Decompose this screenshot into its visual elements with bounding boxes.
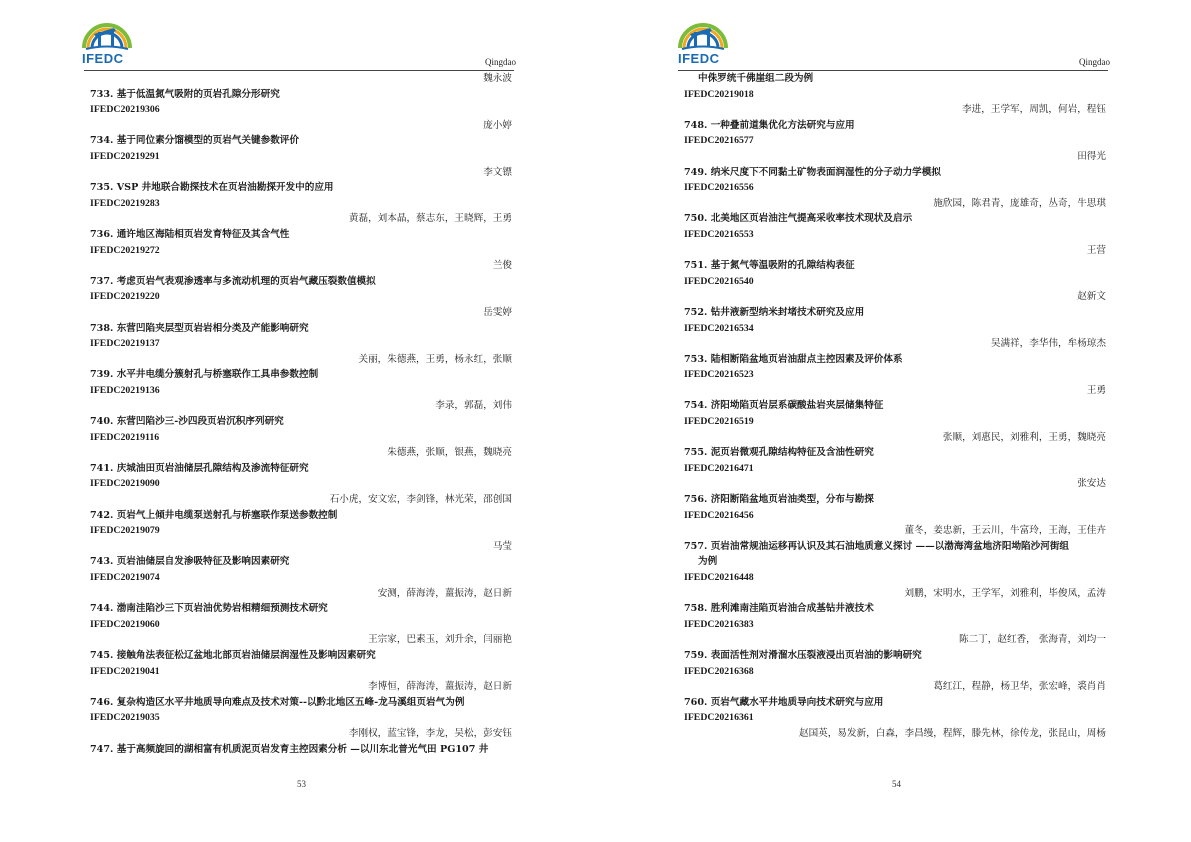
paper-code: IFEDC20216553 (684, 228, 754, 240)
logo-emblem-icon (78, 18, 136, 54)
paper-authors: 董冬，姜忠新，王云川，牛富玲，王海，王佳卉 (904, 525, 1106, 537)
paper-authors: 吴满祥，李华伟，牟杨琼杰 (990, 338, 1106, 350)
paper-code: IFEDC20219283 (90, 197, 160, 209)
paper-authors: 石小虎，安文宏，李剑锋，林光荣，邵创国 (329, 494, 512, 506)
paper-title: 747. 基于高频旋回的湖相富有机质泥页岩发育主控因素分析 —以川东北普光气田 PG107 井 (90, 743, 489, 755)
paper-title: 751. 基于氮气等温吸附的孔隙结构表征 (684, 260, 855, 272)
paper-title: 740. 东营凹陷沙三-沙四段页岩沉积序列研究 (90, 416, 284, 428)
paper-title: 733. 基于低温氮气吸附的页岩孔隙分形研究 (90, 88, 280, 100)
page-number: 54 (892, 779, 901, 789)
paper-code: IFEDC20219306 (90, 104, 160, 116)
header-city: Qingdao (485, 57, 516, 67)
paper-title: 745. 接触角法表征松辽盆地北部页岩油储层润湿性及影响因素研究 (90, 649, 376, 661)
paper-title: 752. 钻井液新型纳米封堵技术研究及应用 (684, 306, 865, 318)
page-number: 53 (297, 779, 306, 789)
paper-title: 760. 页岩气藏水平井地质导向技术研究与应用 (684, 696, 884, 708)
page-left (0, 0, 595, 842)
ifedc-logo (78, 18, 136, 70)
paper-title-continuation: 中侏罗统千佛崖组二段为例 (698, 73, 814, 84)
header-city: Qingdao (1079, 57, 1110, 67)
paper-authors: 葛红江，程静，杨卫华，张宏峰，裘肖肖 (933, 681, 1106, 693)
paper-code: IFEDC20216368 (684, 665, 754, 677)
paper-title: 742. 页岩气上倾井电缆泵送射孔与桥塞联作泵送参数控制 (90, 509, 338, 521)
paper-code: IFEDC20216456 (684, 509, 754, 521)
paper-title: 738. 东营凹陷夹层型页岩岩相分类及产能影响研究 (90, 322, 309, 334)
paper-authors: 田得光 (1077, 150, 1106, 162)
paper-authors: 魏永波 (483, 73, 512, 84)
paper-code: IFEDC20216361 (684, 712, 754, 724)
paper-title: 755. 泥页岩微观孔隙结构特征及含油性研究 (684, 447, 874, 459)
paper-authors: 赵新文 (1077, 291, 1106, 303)
paper-code: IFEDC20216519 (684, 416, 754, 428)
paper-code: IFEDC20219079 (90, 525, 160, 537)
paper-authors: 兰俊 (492, 260, 512, 272)
paper-code: IFEDC20219291 (90, 150, 160, 162)
paper-code: IFEDC20219220 (90, 291, 160, 303)
paper-authors: 李博恒，薛海涛，薑振涛，赵日新 (368, 681, 512, 693)
paper-title: 743. 页岩油储层自发渗吸特征及影响因素研究 (90, 556, 290, 568)
paper-code: IFEDC20219090 (90, 478, 160, 490)
paper-code: IFEDC20219136 (90, 384, 160, 396)
logo-text: IFEDC (678, 51, 720, 66)
paper-authors: 关丽，朱德燕，王勇，杨永红，张顺 (358, 353, 512, 365)
paper-code: IFEDC20219060 (90, 618, 160, 630)
paper-title: 758. 胜利滩南洼陷页岩油合成基钻井液技术 (684, 603, 874, 615)
paper-title: 739. 水平井电缆分簇射孔与桥塞联作工具串参数控制 (90, 369, 319, 381)
paper-authors: 张顺，刘惠民，刘雅利，王勇，魏晓亮 (942, 431, 1106, 443)
paper-authors: 施欣园，陈君青，庞雄奇，丛奇，牛思琪 (933, 197, 1106, 209)
paper-title: 741. 庆城油田页岩油储层孔隙结构及渗流特征研究 (90, 462, 309, 474)
paper-authors: 朱德燕，张顺，银燕，魏晓亮 (387, 447, 512, 459)
logo-text: IFEDC (82, 51, 124, 66)
paper-title: 749. 纳米尺度下不同黏土矿物表面润湿性的分子动力学模拟 (684, 166, 941, 178)
paper-authors: 黄磊，刘本晶，蔡志东，王晓辉，王勇 (348, 213, 512, 225)
paper-code: IFEDC20219041 (90, 665, 160, 677)
paper-code: IFEDC20219018 (684, 88, 754, 100)
paper-authors: 赵国英，易发新，白森，李昌缦，程辉，滕先林，徐传龙，张昆山，周杨 (799, 727, 1106, 739)
paper-authors: 李刚权，蓝宝锋，李龙，吴松，彭安钰 (348, 727, 512, 739)
paper-title: 737. 考虑页岩气表观渗透率与多流动机理的页岩气藏压裂数值模拟 (90, 275, 376, 287)
logo-emblem-icon (674, 18, 732, 54)
paper-code: IFEDC20216383 (684, 618, 754, 630)
page-right (596, 0, 1191, 842)
paper-title: 735. VSP 井地联合勘探技术在页岩油勘探开发中的应用 (90, 182, 334, 194)
paper-code: IFEDC20216534 (684, 322, 754, 334)
paper-authors: 刘鹏，宋明水，王学军，刘雅利，毕俊凤，孟涛 (904, 587, 1106, 599)
paper-authors: 庞小婷 (483, 119, 512, 131)
paper-code: IFEDC20216540 (684, 275, 754, 287)
paper-title: 744. 渤南洼陷沙三下页岩油优势岩相精细预测技术研究 (90, 603, 328, 615)
paper-code: IFEDC20216556 (684, 182, 754, 194)
paper-code: IFEDC20216577 (684, 135, 754, 147)
paper-authors: 李录，郭磊，刘伟 (435, 400, 512, 412)
paper-title: 748. 一种叠前道集优化方法研究与应用 (684, 119, 855, 131)
paper-title: 746. 复杂构造区水平井地质导向难点及技术对策--以黔北地区五峰-龙马溪组页岩气为例 (90, 696, 465, 708)
paper-authors: 岳雯婷 (483, 306, 512, 318)
paper-authors: 张安达 (1077, 478, 1106, 490)
paper-code: IFEDC20219116 (90, 431, 160, 443)
paper-title: 736. 通许地区海陆相页岩发育特征及其含气性 (90, 228, 290, 240)
paper-title: 734. 基于同位素分馏模型的页岩气关键参数评价 (90, 135, 299, 147)
paper-title: 750. 北美地区页岩油注气提高采收率技术现状及启示 (684, 213, 913, 225)
ifedc-logo (674, 18, 732, 70)
paper-authors: 安测，薛海涛，薑振涛，赵日新 (377, 587, 512, 599)
paper-authors: 马莹 (492, 540, 512, 552)
paper-code: IFEDC20219035 (90, 712, 160, 724)
paper-code: IFEDC20216471 (684, 462, 754, 474)
paper-authors: 王营 (1086, 244, 1106, 256)
paper-code: IFEDC20216523 (684, 369, 754, 381)
entry-list (90, 71, 512, 757)
paper-title: 759. 表面活性剂对滑溜水压裂液浸出页岩油的影响研究 (684, 649, 922, 661)
paper-authors: 陈二丁，赵红香， 张海青，刘均一 (959, 634, 1106, 646)
paper-code: IFEDC20219272 (90, 244, 160, 256)
paper-title: 756. 济阳断陷盆地页岩油类型，分布与勘探 (684, 494, 874, 506)
paper-code: IFEDC20219074 (90, 572, 160, 583)
paper-authors: 王勇 (1086, 384, 1106, 396)
paper-authors: 王宗家，巴素玉，刘升余，闫丽艳 (368, 634, 512, 646)
paper-code: IFEDC20219137 (90, 338, 160, 350)
paper-code: IFEDC20216448 (684, 572, 754, 583)
paper-title: 757. 页岩油常规油运移再认识及其石油地质意义探讨 ——以渤海湾盆地济阳坳陷沙河街组 (684, 540, 1070, 552)
paper-title-continuation: 为例 (698, 556, 718, 568)
paper-title: 754. 济阳坳陷页岩层系碳酸盐岩夹层储集特征 (684, 400, 884, 412)
paper-authors: 李进，王学军，周凯，何岩，程钰 (962, 104, 1106, 116)
paper-authors: 李文镖 (483, 166, 512, 178)
entry-list (684, 71, 1106, 742)
paper-title: 753. 陆相断陷盆地页岩油甜点主控因素及评价体系 (684, 353, 903, 365)
